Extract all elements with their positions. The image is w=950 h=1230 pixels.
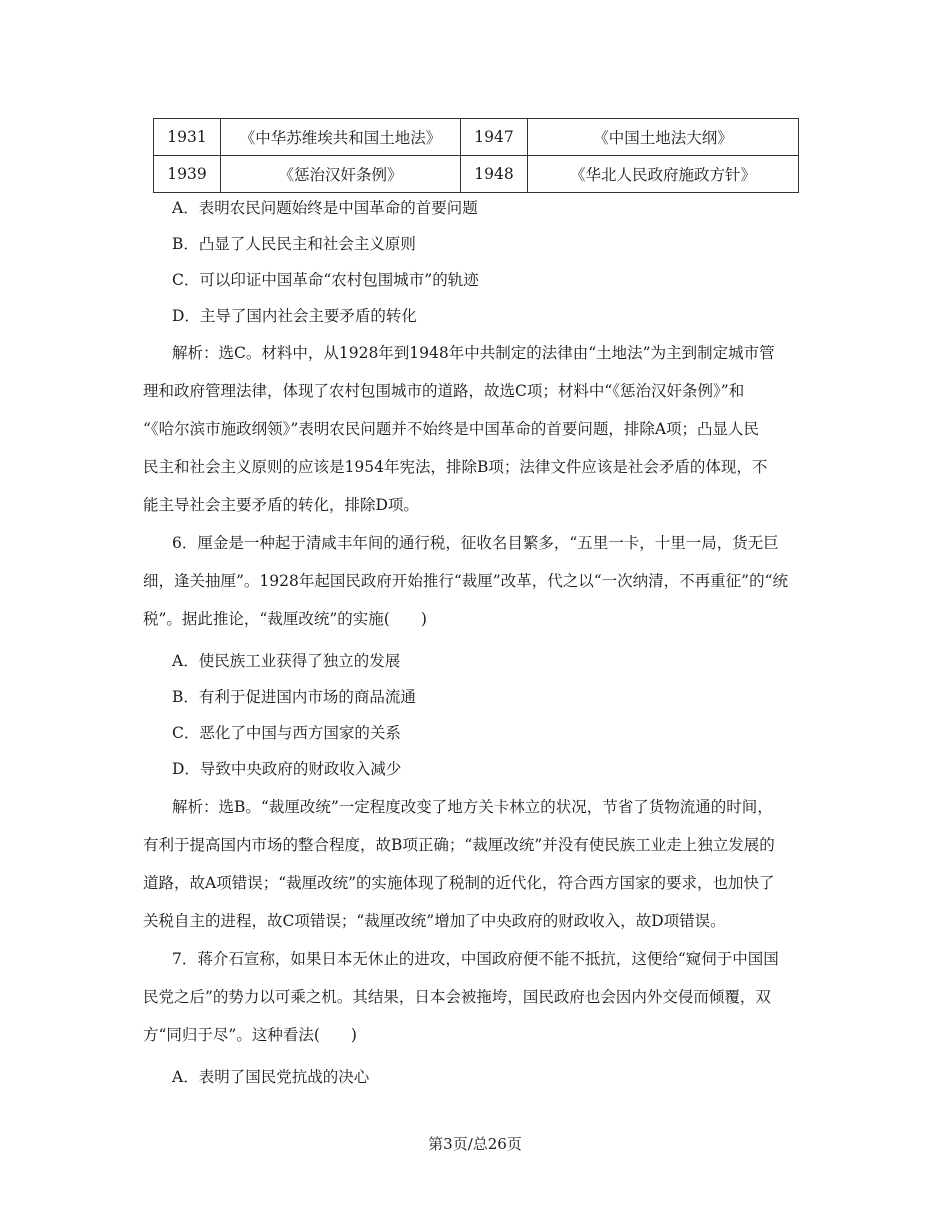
q7-stem-line: 7．蒋介石宣称，如果日本无休止的进攻，中国政府便不能不抵抗，这便给“窥伺于中国国 xyxy=(172,950,779,968)
q7-option-a: A．表明了国民党抗战的决心 xyxy=(172,1068,370,1086)
q6-option-b: B．有利于促进国内市场的商品流通 xyxy=(172,688,416,706)
table-cell-year: 1939 xyxy=(154,156,221,193)
q5-analysis-line: 理和政府管理法律，体现了农村包围城市的道路，故选C项；材料中“《惩治汉奸条例》”和 xyxy=(143,382,745,400)
q5-analysis-line: 能主导社会主要矛盾的转化，排除D项。 xyxy=(143,496,419,514)
q6-analysis-line: 关税自主的进程，故C项错误；“裁厘改统”增加了中央政府的财政收入，故D项错误。 xyxy=(143,912,726,930)
q6-stem-line: 细，逢关抽厘”。1928年起国民政府开始推行“裁厘”改革，代之以“一次纳清，不再重征”的“统 xyxy=(143,572,788,590)
q6-analysis-line: 道路，故A项错误；“裁厘改统”的实施体现了税制的近代化，符合西方国家的要求，也加快了 xyxy=(143,874,775,892)
table-row xyxy=(154,156,799,193)
table-cell-law: 《华北人民政府施政方针》 xyxy=(528,156,799,193)
q6-option-c: C．恶化了中国与西方国家的关系 xyxy=(172,724,401,742)
q6-stem-line: 6．厘金是一种起于清咸丰年间的通行税，征收名目繁多，“五里一卡，十里一局，货无巨 xyxy=(172,534,779,552)
q5-analysis-line: 民主和社会主义原则的应该是1954年宪法，排除B项；法律文件应该是社会矛盾的体现，不 xyxy=(143,458,768,476)
q6-analysis-line: 有利于提高国内市场的整合程度，故B项正确；“裁厘改统”并没有使民族工业走上独立发展的 xyxy=(143,836,775,854)
q7-stem-line: 方“同归于尽”。这种看法( ) xyxy=(143,1026,357,1044)
q5-option-c: C．可以印证中国革命“农村包围城市”的轨迹 xyxy=(172,271,479,289)
q5-option-a: A．表明农民问题始终是中国革命的首要问题 xyxy=(172,199,478,217)
table-cell-law: 《惩治汉奸条例》 xyxy=(221,156,461,193)
table-cell-law: 《中华苏维埃共和国土地法》 xyxy=(221,119,461,156)
q5-analysis-line: 解析：选C。材料中，从1928年到1948年中共制定的法律由“土地法”为主到制定城市管 xyxy=(172,344,775,362)
table-cell-year: 1947 xyxy=(461,119,528,156)
q5-option-b: B．凸显了人民民主和社会主义原则 xyxy=(172,235,416,253)
page-footer: 第3页/总26页 xyxy=(428,1135,522,1153)
q6-option-d: D．导致中央政府的财政收入减少 xyxy=(172,760,402,778)
q5-option-d: D．主导了国内社会主要矛盾的转化 xyxy=(172,307,417,325)
table-cell-law: 《中国土地法大纲》 xyxy=(528,119,799,156)
table-row xyxy=(154,119,799,156)
table-cell-year: 1948 xyxy=(461,156,528,193)
table-cell-year: 1931 xyxy=(154,119,221,156)
law-table xyxy=(153,118,799,193)
q6-option-a: A．使民族工业获得了独立的发展 xyxy=(172,652,401,670)
q6-analysis-line: 解析：选B。“裁厘改统”一定程度改变了地方关卡林立的状况，节省了货物流通的时间， xyxy=(172,798,773,816)
q6-stem-line: 税”。据此推论，“裁厘改统”的实施( ) xyxy=(143,610,427,628)
q5-analysis-line: “《哈尔滨市施政纲领》”表明农民问题并不始终是中国革命的首要问题，排除A项；凸显人民 xyxy=(143,420,760,438)
q7-stem-line: 民党之后”的势力以可乘之机。其结果，日本会被拖垮，国民政府也会因内外交侵而倾覆，双 xyxy=(143,988,771,1006)
